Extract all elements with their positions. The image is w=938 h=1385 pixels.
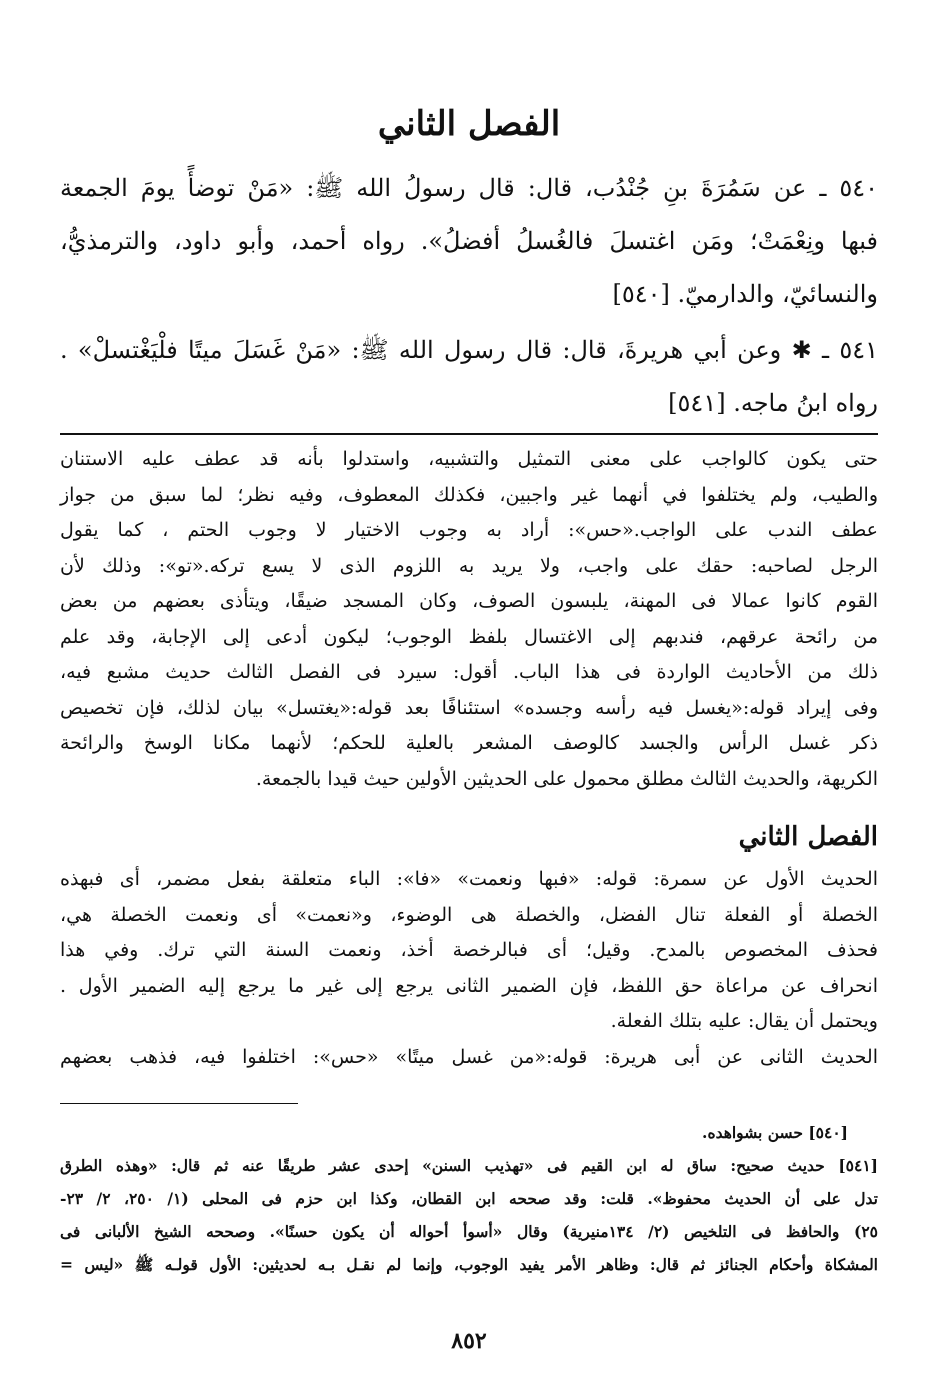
hadith-line: فبها ونِعْمَتْ؛ ومَن اغتسلَ فالغُسلُ أفضلُ». رواه أحمد، وأبو داود، والترمذيُّ، xyxy=(60,227,878,255)
commentary-line: ويحتمل أن يقال: عليه بتلك الفعلة. xyxy=(610,1010,878,1032)
hadith-line: والنسائيّ، والدارميّ. [٥٤٠] xyxy=(612,280,878,308)
commentary-line: القوم كانوا عمالا فى المهنة، يلبسون الصوف، وكان المسجد ضيقًا، ويتأذى بعضهم من بعض xyxy=(60,590,878,612)
commentary-section-two xyxy=(60,862,878,1075)
commentary-line: الرجل لصاحبه: حقك على واجب، ولا يريد به اللزوم الذى لا يسع تركه.«تو»: وذلك لأن xyxy=(60,554,878,577)
hadith-541 xyxy=(60,324,878,430)
page-number: ٨٥٢ xyxy=(451,1328,487,1354)
commentary-line: والطيب، ولم يختلفوا في أنهما غير واجبين، فكذلك المعطوف، وفيه نظر؛ لما سبق من جواز xyxy=(60,483,878,506)
hadith-540 xyxy=(60,162,878,321)
commentary-line: من رائحة عرقهم، فندبهم إلى الاغتسال بلفظ الوجوب؛ ليكون أدعى إلى الإجابة، وقد علم xyxy=(60,625,878,648)
commentary-line: وفى إيراد قوله:«يغسل فيه رأسه وجسده» استئنافًا بعد قوله:«يغتسل» بيان لذلك، فإن تخصيص xyxy=(60,696,878,719)
commentary-continuation xyxy=(60,442,878,797)
commentary-line: عطف الندب على الواجب.«حس»: أراد به وجوب الاختيار لا وجوب الحتم ، كما يقول xyxy=(60,519,878,541)
footnote-line: ٢٥) والحافظ فى التلخيص (٢/ ١٣٤منيرية) وقال «أسوأ أحواله أن يكون حسنًا». وصححه الشيخ الألبانى فى xyxy=(60,1222,878,1241)
commentary-line: حتى يكون كالواجب على معنى التمثيل والتشبيه، واستدلوا بأنه قد عطف عليه الاستنان xyxy=(60,448,878,470)
commentary-line: ذكر غسل الرأس والجسد كالوصف المشعر بالعلية للحكم؛ لأنهما مكانا الوسخ والرائحة xyxy=(60,732,878,754)
commentary-line: ذلك من الأحاديث الواردة فى هذا الباب. أقول: سيرد فى الفصل الثالث حديث مشبع فيه، xyxy=(60,661,878,683)
commentary-line: انحراف عن مراعاة حق اللفظ، فإن الضمير الثانى يرجع إلى غير ما يرجع إليه الضمير الأول . xyxy=(60,974,878,997)
footnote-line: [٥٤٠] حسن بشواهده. xyxy=(702,1123,848,1142)
commentary-line: الكريهة، والحديث الثالث مطلق محمول على الحديثين الأولين حيث قيدا بالجمعة. xyxy=(255,767,878,790)
footnote-divider xyxy=(60,1103,298,1104)
footnote-line: [٥٤١] حديث صحيح: ساق له ابن القيم فى «تهذيب السنن» إحدى عشر طريقًا عنه ثم قال: «وهذه الطرق xyxy=(60,1156,878,1175)
hadith-line: ٥٤١ ـ ✱ وعن أبي هريرةَ، قال: قال رسول الله ﷺ: «مَنْ غَسَلَ ميتًا فلْيَغْتسلْ» . xyxy=(60,336,878,364)
footnote-line: المشكاة وأحكام الجنائز ثم قال: وظاهر الأمر يفيد الوجوب، وإنما لم نقـل بـه لحديثين: الأول قولـه ﷺ «ليس = xyxy=(60,1255,878,1274)
section-heading: الفصل الثاني xyxy=(738,822,878,852)
hadith-line: ٥٤٠ ـ عن سَمُرَةَ بنِ جُنْدُب، قال: قال رسولُ الله ﷺ: «مَنْ توضأً يومَ الجمعة xyxy=(60,174,878,202)
footnotes xyxy=(60,1116,878,1281)
commentary-line: الخصلة أو الفعلة تنال الفضل، والخصلة هى الوضوء، و«نعمت» أى ونعمت الخصلة هي، xyxy=(60,903,878,926)
footnote-line: تدل على أن الحديث محفوظ». قلت: وقد صححه ابن القطان، وكذا ابن حزم فى المحلى (١/ ٢٥٠، ٢/ ٢٣- xyxy=(60,1189,878,1208)
commentary-line: فحذف المخصوص بالمدح. وقيل؛ أى فبالرخصة أخذ، ونعمت السنة التي ترك. وفي هذا xyxy=(60,939,878,961)
commentary-line: الحديث الثانى عن أبى هريرة: قوله:«من غسل ميتًا» «حس»: اختلفوا فيه، فذهب بعضهم xyxy=(60,1045,878,1068)
book-page xyxy=(60,0,878,1385)
chapter-title: الفصل الثاني xyxy=(377,104,561,144)
text-commentary-divider xyxy=(60,433,878,435)
hadith-line: رواه ابنُ ماجه. [٥٤١] xyxy=(668,389,878,417)
commentary-line: الحديث الأول عن سمرة: قوله: «فبها ونعمت» «فا»: الباء متعلقة بفعل مضمر، أى فبهذه xyxy=(60,868,878,890)
